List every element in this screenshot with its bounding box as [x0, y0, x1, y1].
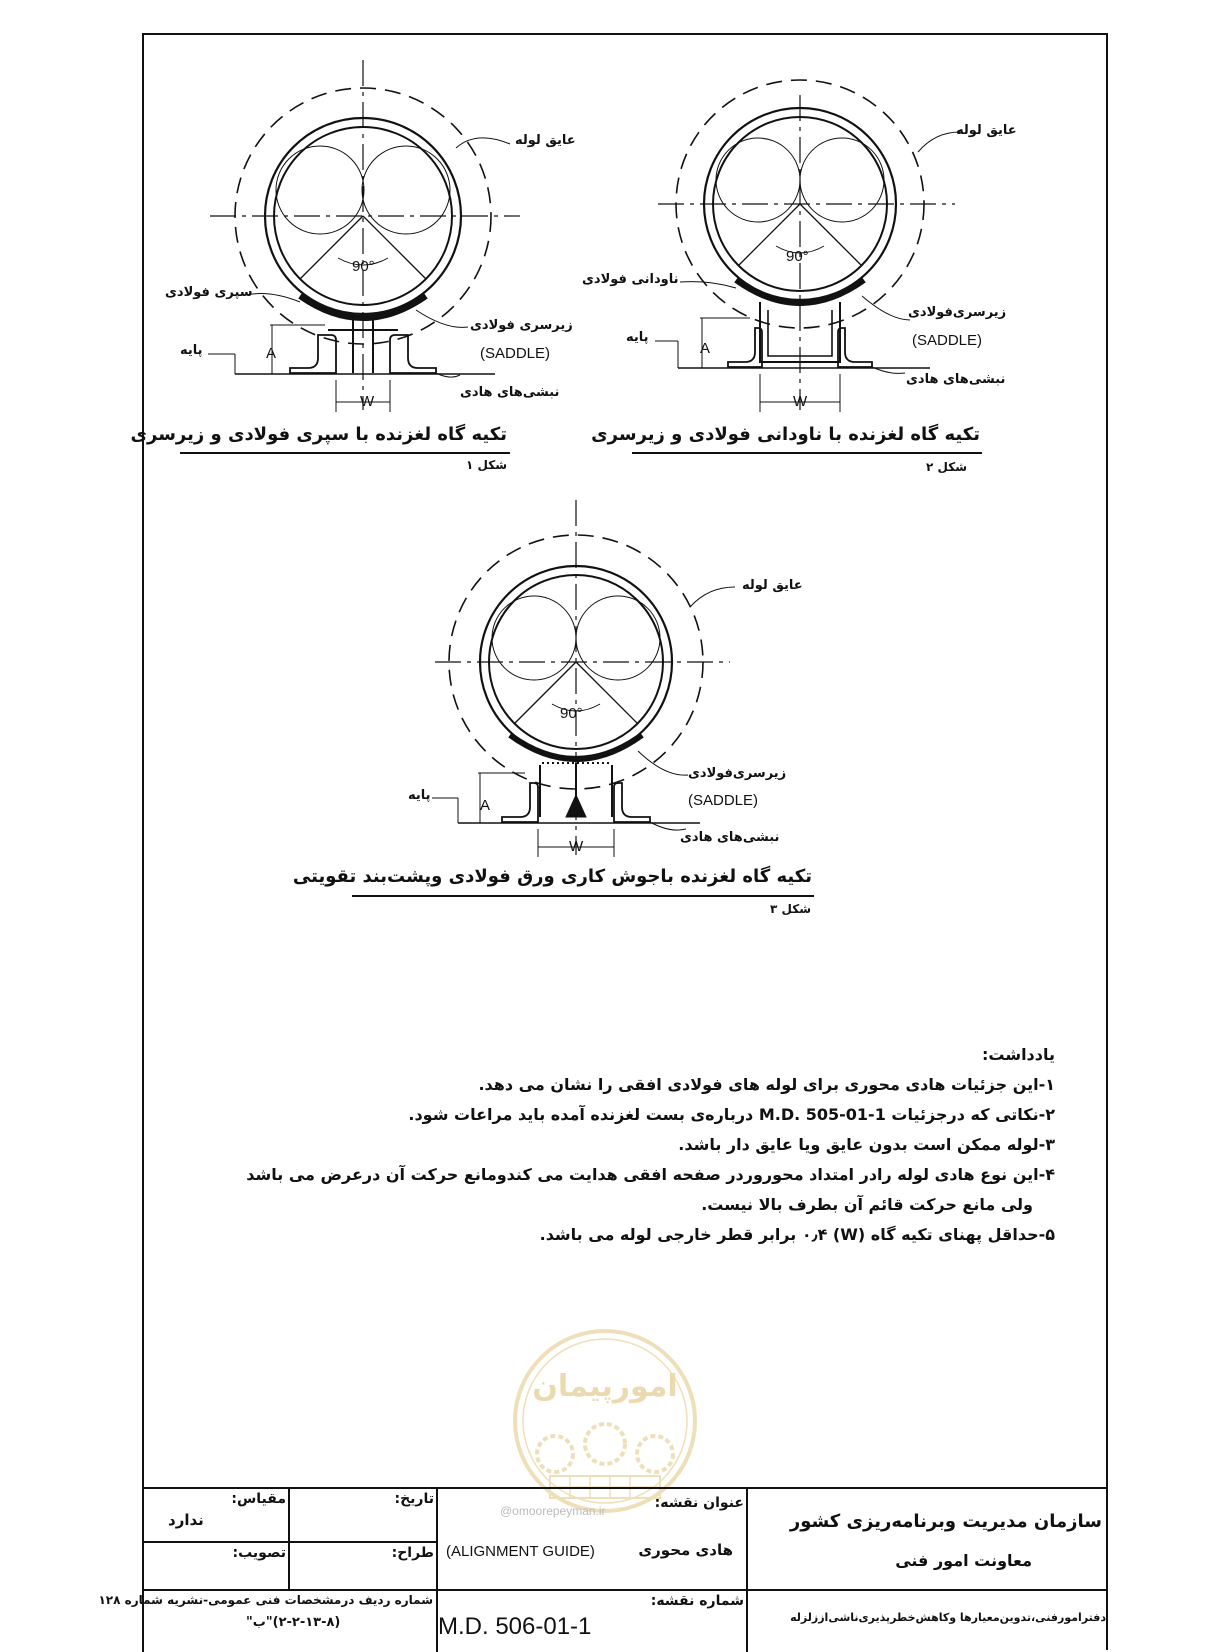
svg-text:امورپیمان: امورپیمان: [532, 1369, 678, 1404]
reference-line-2: (۲-۲-۱۳-۸)"ب": [246, 1615, 341, 1630]
title-block: [98, 1487, 1108, 1652]
figure-3-insulation-label: عایق لوله: [742, 578, 803, 593]
figure-2-channel-label: ناودانی فولادی: [582, 272, 679, 287]
scale-label: مقیاس:: [231, 1491, 286, 1507]
organization-deputy: معاونت امور فنی: [895, 1551, 1032, 1570]
figure-3-caption: تکیه گاه لغزنده باجوش کاری ورق فولادی وپشت‌بند تقویتی: [292, 866, 812, 887]
figure-2-insulation-label: عایق لوله: [956, 123, 1017, 138]
figure-1-angle-label: 90°: [352, 258, 375, 275]
figure-2-guides-label: نبشی‌های هادی: [906, 372, 1006, 387]
watermark-url: @omoorepeyman.ir: [500, 1504, 606, 1518]
note-item: ۱-این جزئیات هادی محوری برای لوله های فولادی افقی را نشان می دهد.: [478, 1075, 1055, 1094]
figure-1-guides-label: نبشی‌های هادی: [460, 385, 560, 400]
figure-2-dim-a: A: [700, 340, 711, 357]
figure-2-saddle-label: زیرسری‌فولادی: [908, 305, 1007, 320]
designer-label: طراح:: [391, 1545, 434, 1561]
figure-1-drawing: [150, 40, 590, 420]
figure-3-saddle-label: زیرسری‌فولادی: [688, 766, 787, 781]
figure-1-number: شکل ۱: [466, 458, 507, 472]
title-block-divider: [746, 1489, 748, 1652]
figure-2-caption: تکیه گاه لغزنده با ناودانی فولادی و زیرسری: [591, 424, 980, 445]
note-item: ۳-لوله ممکن است بدون عایق ویا عایق دار باشد.: [678, 1135, 1055, 1154]
reference-line-1: شماره ردیف درمشخصات فنی عمومی-نشریه شماره ۱۲۸: [98, 1593, 433, 1607]
drawing-number: M.D. 506-01-1: [438, 1613, 592, 1640]
figure-1-saddle-en: (SADDLE): [480, 345, 551, 362]
title-block-divider: [288, 1489, 290, 1589]
title-block-divider: [142, 1541, 436, 1543]
organization-name: سازمان مدیریت وبرنامه‌ریزی کشور: [789, 1511, 1102, 1532]
figure-3-dim-w: W: [569, 838, 584, 855]
figure-3-number: شکل ۳: [770, 902, 811, 916]
figure-2-saddle-en: (SADDLE): [912, 332, 983, 349]
drawing-title-en: (ALIGNMENT GUIDE): [446, 1543, 595, 1560]
figure-1-shield-label: سپری فولادی: [165, 285, 253, 300]
figure-1-base-label: پایه: [180, 343, 203, 358]
figure-1-saddle-label: زیرسری فولادی: [470, 318, 573, 333]
title-block-divider: [142, 1589, 1108, 1591]
note-item: ۵-حداقل پهنای تکیه گاه (W) ۰٫۴ برابر قطر خارجی لوله می باشد.: [539, 1225, 1055, 1244]
figure-1-caption: تکیه گاه لغزنده با سپری فولادی و زیرسری: [130, 424, 507, 445]
approval-label: تصویب:: [232, 1545, 286, 1561]
figure-2-angle-label: 90°: [786, 248, 809, 265]
figure-2-drawing: [600, 40, 1020, 420]
drawing-title-fa: هادی محوری: [638, 1541, 733, 1559]
notes-section: [190, 1040, 1055, 1250]
figure-1-insulation-label: عایق لوله: [515, 133, 576, 148]
figure-3-guides-label: نبشی‌های هادی: [680, 830, 780, 845]
figure-3-drawing: [390, 495, 820, 865]
date-label: تاریخ:: [394, 1491, 434, 1507]
figure-2-caption-rule: [632, 452, 982, 454]
organization-office: دفترامورفنی،تدوین‌معیارها وکاهش‌خطرپذیری‌ناشی‌اززلزله: [790, 1611, 1106, 1624]
drawing-number-label: شماره نقشه:: [650, 1593, 744, 1609]
note-item: ۲-نکاتی که درجزئیات M.D. 505-01-1 درباره‌ی بست لغزنده آمده باید مراعات شود.: [408, 1105, 1055, 1124]
figure-1-caption-rule: [180, 452, 510, 454]
figure-2-base-label: پایه: [626, 330, 649, 345]
title-block-left-border: [142, 1489, 144, 1652]
drawing-title-label: عنوان نقشه:: [654, 1495, 744, 1511]
figure-3-dim-a: A: [480, 797, 491, 814]
figure-1-dim-a: A: [266, 345, 277, 362]
note-item-continuation: ولی مانع حرکت قائم آن بطرف بالا نیست.: [701, 1195, 1033, 1214]
figure-3-saddle-en: (SADDLE): [688, 792, 759, 809]
figure-2-dim-w: W: [793, 393, 808, 410]
figure-3-caption-rule: [352, 895, 814, 897]
figure-2-number: شکل ۲: [926, 460, 967, 474]
figure-3-angle-label: 90°: [560, 705, 583, 722]
notes-heading: یادداشت:: [982, 1045, 1055, 1064]
note-item: ۴-این نوع هادی لوله رادر امتداد محوروردر صفحه افقی هدایت می کندومانع حرکت آن درعرض می باشد: [246, 1165, 1055, 1184]
scale-value: ندارد: [168, 1511, 204, 1529]
figure-1-dim-w: W: [360, 393, 375, 410]
figure-3-base-label: پایه: [408, 788, 431, 803]
